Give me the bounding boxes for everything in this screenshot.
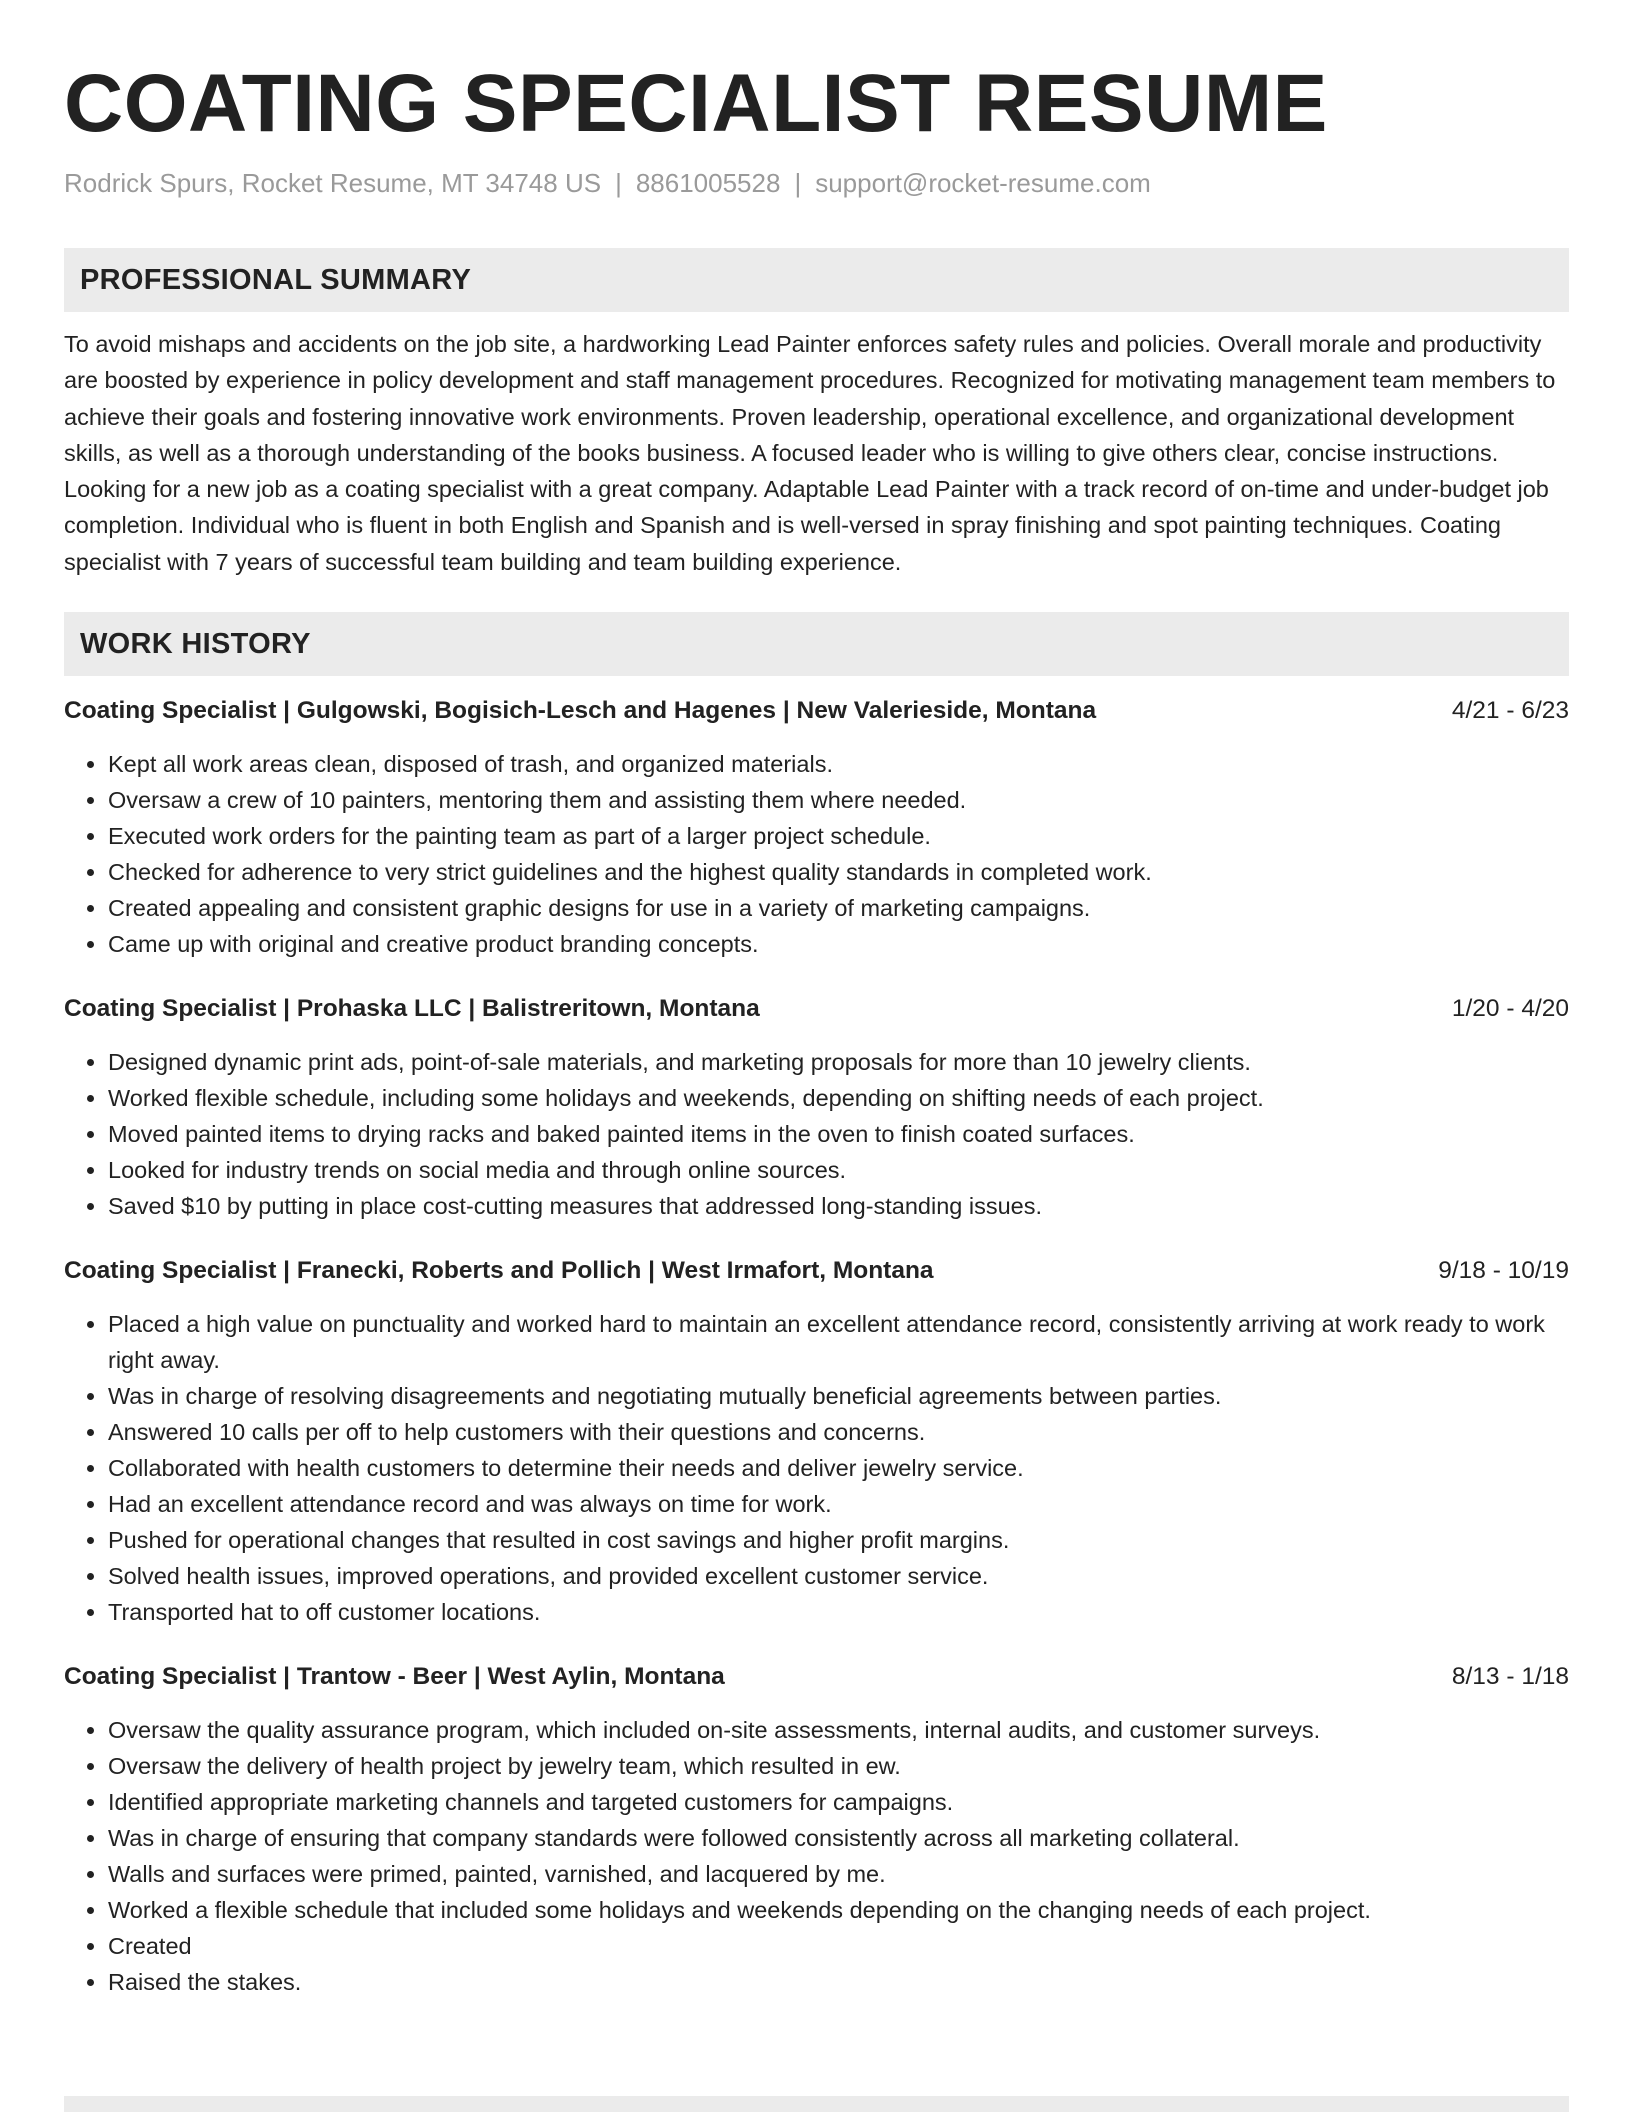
job-bullets (64, 746, 1569, 962)
contact-address: Rodrick Spurs, Rocket Resume, MT 34748 US (64, 168, 602, 198)
job-title: Coating Specialist | Prohaska LLC | Balistreritown, Montana (64, 995, 760, 1023)
job-bullet: • Moved painted items to drying racks and baked painted items in the oven to finish coated surfaces. (108, 1116, 1569, 1152)
job-entry (64, 694, 1569, 962)
contact-phone: 8861005528 (635, 168, 781, 198)
job-bullet: • Identified appropriate marketing channels and targeted customers for campaigns. (108, 1784, 1569, 1820)
job-bullet: • Answered 10 calls per off to help customers with their questions and concerns. (108, 1414, 1569, 1450)
job-title: Coating Specialist | Gulgowski, Bogisich-Lesch and Hagenes | New Valerieside, Montana (64, 697, 1097, 725)
job-bullet: • Came up with original and creative product branding concepts. (108, 926, 1569, 962)
job-bullets (64, 1306, 1569, 1630)
job-bullet: • Created (108, 1928, 1569, 1964)
job-bullet: • Kept all work areas clean, disposed of trash, and organized materials. (108, 746, 1569, 782)
job-bullet: • Transported hat to off customer locations. (108, 1594, 1569, 1630)
contact-line (64, 166, 1569, 200)
summary-section-header: PROFESSIONAL SUMMARY (64, 248, 1569, 312)
job-bullet: • Checked for adherence to very strict guidelines and the highest quality standards in completed work. (108, 854, 1569, 890)
job-bullet: • Saved $10 by putting in place cost-cutting measures that addressed long-standing issues. (108, 1188, 1569, 1224)
job-bullet: • Worked flexible schedule, including some holidays and weekends, depending on shifting needs of each project. (108, 1080, 1569, 1116)
contact-separator: | (794, 168, 802, 198)
job-bullet: • Walls and surfaces were primed, painted, varnished, and lacquered by me. (108, 1856, 1569, 1892)
job-header (64, 992, 1569, 1026)
job-title: Coating Specialist | Franecki, Roberts and Pollich | West Irmafort, Montana (64, 1257, 934, 1285)
job-dates: 4/21 - 6/23 (1451, 697, 1569, 725)
work-history-section-header: WORK HISTORY (64, 612, 1569, 676)
job-bullet: • Collaborated with health customers to determine their needs and deliver jewelry service. (108, 1450, 1569, 1486)
job-bullet: • Solved health issues, improved operations, and provided excellent customer service. (108, 1558, 1569, 1594)
contact-separator: | (615, 168, 622, 198)
job-dates: 8/13 - 1/18 (1451, 1663, 1569, 1691)
job-bullet: • Placed a high value on punctuality and worked hard to maintain an excellent attendance record, consistently arriving at work ready to work right away. (108, 1306, 1569, 1378)
job-bullet: • Was in charge of resolving disagreements and negotiating mutually beneficial agreements between parties. (108, 1378, 1569, 1414)
job-bullet: • Looked for industry trends on social media and through online sources. (108, 1152, 1569, 1188)
job-bullet: • Created appealing and consistent graphic designs for use in a variety of marketing campaigns. (108, 890, 1569, 926)
job-bullets (64, 1044, 1569, 1224)
job-entry (64, 1254, 1569, 1630)
job-entry (64, 1660, 1569, 2000)
job-bullet: • Was in charge of ensuring that company standards were followed consistently across all marketing collateral. (108, 1820, 1569, 1856)
job-bullets (64, 1712, 1569, 2000)
next-section-header-edge (64, 2096, 1569, 2112)
job-bullet: • Oversaw the quality assurance program, which included on-site assessments, internal audits, and customer surveys. (108, 1712, 1569, 1748)
job-title: Coating Specialist | Trantow - Beer | West Aylin, Montana (64, 1663, 725, 1691)
job-bullet: • Raised the stakes. (108, 1964, 1569, 2000)
job-bullet: • Executed work orders for the painting team as part of a larger project schedule. (108, 818, 1569, 854)
summary-text: To avoid mishaps and accidents on the job site, a hardworking Lead Painter enforces safety rules and policies. Overall morale and productivity are boosted by experience in policy development and staff management procedures. Recognized for motivating management team members to achieve their goals and fostering innovative work environments. Proven leadership, operational excellence, and organizational development skills, as well as a thorough understanding of the books business. A focused leader who is willing to give others clear, concise instructions. Looking for a new job as a coating specialist with a great company. Adaptable Lead Painter with a track record of on-time and under-budget job completion. Individual who is fluent in both English and Spanish and is well-versed in spray finishing and spot painting techniques. Coating specialist with 7 years of successful team building and team building experience. (64, 331, 1556, 575)
job-bullet: • Designed dynamic print ads, point-of-sale materials, and marketing proposals for more than 10 jewelry clients. (108, 1044, 1569, 1080)
job-header (64, 1254, 1569, 1288)
job-bullet: • Oversaw the delivery of health project by jewelry team, which resulted in ew. (108, 1748, 1569, 1784)
job-bullet: • Pushed for operational changes that resulted in cost savings and higher profit margins. (108, 1522, 1569, 1558)
job-entry (64, 992, 1569, 1224)
job-header (64, 694, 1569, 728)
job-dates: 9/18 - 10/19 (1438, 1257, 1569, 1285)
job-bullet: • Had an excellent attendance record and was always on time for work. (108, 1486, 1569, 1522)
job-header (64, 1660, 1569, 1694)
resume-title: COATING SPECIALIST RESUME (64, 58, 1328, 149)
contact-email: support@rocket-resume.com (815, 168, 1151, 198)
job-bullet: • Oversaw a crew of 10 painters, mentoring them and assisting them where needed. (108, 782, 1569, 818)
work-history-list (64, 694, 1569, 2000)
job-bullet: • Worked a flexible schedule that included some holidays and weekends depending on the changing needs of each project. (108, 1892, 1569, 1928)
job-dates: 1/20 - 4/20 (1451, 995, 1569, 1023)
